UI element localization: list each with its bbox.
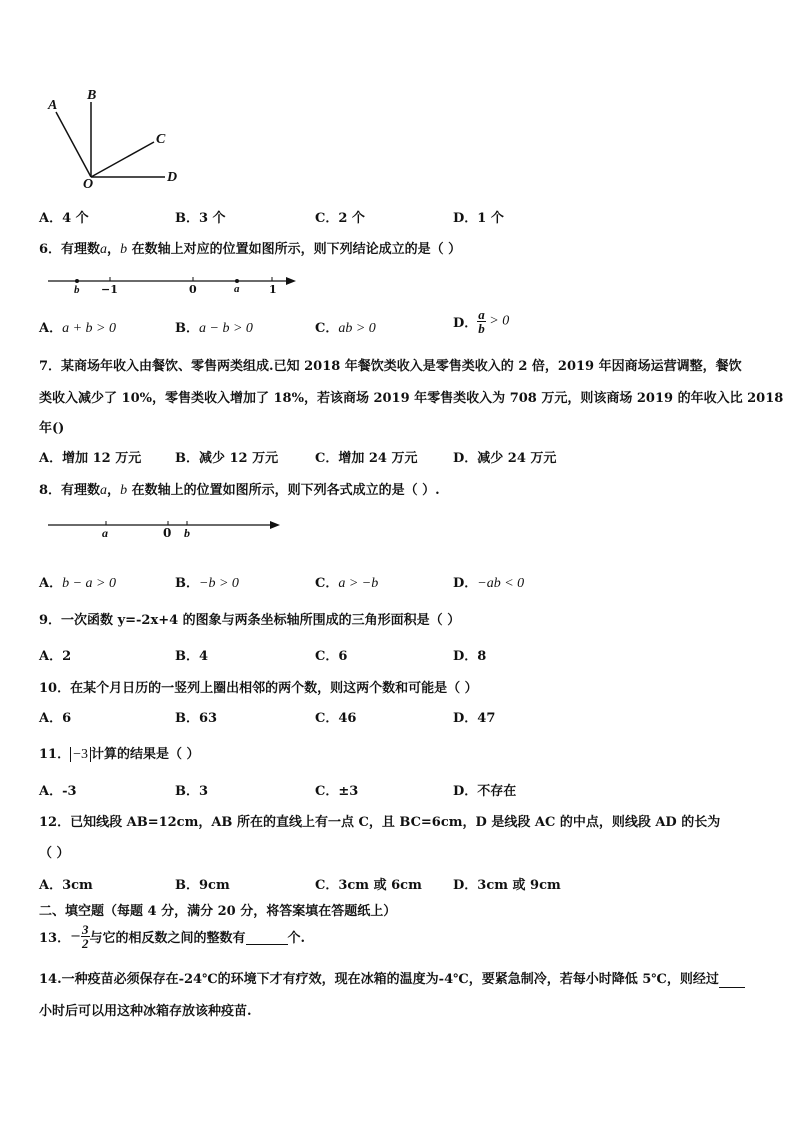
q8-option-a[interactable]: A．b − a > 0: [39, 576, 116, 591]
q14-line-2: 小时后可以用这种冰箱存放该种疫苗.: [39, 1004, 252, 1019]
label-a: A: [48, 98, 58, 113]
q6-option-a[interactable]: A．a + b > 0: [39, 321, 116, 336]
label-d: D: [167, 170, 178, 185]
q7-line-3: 年(): [39, 421, 65, 436]
q8-option-d[interactable]: D．−ab < 0: [453, 576, 525, 591]
q9-option-c[interactable]: C．6: [315, 649, 348, 664]
q5-option-a[interactable]: A．4 个: [39, 211, 89, 226]
q6-option-b[interactable]: B．a − b > 0: [175, 321, 253, 336]
q6-option-c[interactable]: C．ab > 0: [315, 321, 376, 336]
q6-number-line: [44, 272, 300, 298]
q6-axis-neg1: −1: [101, 283, 118, 296]
q11-option-c[interactable]: C．±3: [315, 784, 359, 799]
section-2-title: 二、填空题（每题 4 分，满分 20 分，将答案填在答题纸上）: [39, 904, 397, 919]
label-c: C: [156, 132, 166, 147]
label-o: O: [83, 177, 94, 192]
q6-stem: 6．有理数a，b 在数轴上对应的位置如图所示，则下列结论成立的是（ ）: [39, 242, 462, 257]
q9-option-a[interactable]: A．2: [39, 649, 72, 664]
q5-option-b[interactable]: B．3 个: [175, 211, 226, 226]
q11-option-a[interactable]: A．-3: [39, 784, 77, 799]
q6-axis-a: a: [234, 283, 240, 295]
ray-oc: [91, 142, 154, 177]
q10-stem: 10．在某个月日历的一竖列上圈出相邻的两个数，则这两个数和可能是（ ）: [39, 681, 478, 696]
q12-option-a[interactable]: A．3cm: [39, 878, 93, 893]
q14-line-1: 14.一种疫苗必须保存在-24℃的环境下才有疗效，现在冰箱的温度为-4℃，要紧急制冷，若每小时降低 5℃，则经过: [39, 968, 745, 988]
q7-option-c[interactable]: C．增加 24 万元: [315, 451, 418, 466]
q7-option-d[interactable]: D．减少 24 万元: [453, 451, 557, 466]
q12-option-c[interactable]: C．3cm 或 6cm: [315, 878, 422, 893]
q9-option-d[interactable]: D．8: [453, 649, 487, 664]
q5-option-c[interactable]: C．2 个: [315, 211, 365, 226]
q6-axis-zero: 0: [189, 283, 197, 296]
q8-stem: 8．有理数a，b 在数轴上的位置如图所示，则下列各式成立的是（ ）.: [39, 483, 440, 498]
ray-oa: [56, 112, 91, 177]
q13-fraction: $\frac{3}{2}$: [82, 922, 89, 951]
q8-option-c[interactable]: C．a > −b: [315, 576, 379, 591]
q11-option-d[interactable]: D．不存在: [453, 784, 517, 799]
q11-option-b[interactable]: B．3: [175, 784, 209, 799]
q8-axis-a: a: [102, 526, 108, 540]
q7-line-1: 7．某商场年收入由餐饮、零售两类组成.已知 2018 年餐饮类收入是零售类收入的 2 倍，2019 年因商场运营调整，餐饮: [39, 359, 742, 374]
q10-option-d[interactable]: D．47: [453, 711, 496, 726]
q14-answer-blank[interactable]: [719, 972, 745, 988]
q10-option-b[interactable]: B．63: [175, 711, 218, 726]
q10-option-c[interactable]: C．46: [315, 711, 357, 726]
q6-axis-b: b: [74, 284, 80, 296]
q12-option-d[interactable]: D．3cm 或 9cm: [453, 878, 561, 893]
q12-line-2: （ ）: [39, 846, 70, 861]
q10-option-a[interactable]: A．6: [39, 711, 72, 726]
q5-option-d[interactable]: D．1 个: [453, 211, 504, 226]
q13-stem: 13．− $\frac{3}{2}$ 与它的相反数之间的整数有 个.: [39, 922, 306, 951]
q13-answer-blank[interactable]: [246, 929, 288, 945]
q9-stem: 9．一次函数 y=-2x+4 的图象与两条坐标轴所围成的三角形面积是（ ）: [39, 613, 461, 628]
abs-value-expression: −3: [70, 747, 91, 762]
q6-option-d[interactable]: D． $\frac{a}{b}$ > 0: [453, 307, 510, 336]
q11-stem: 11． −3 计算的结果是（ ）: [39, 747, 200, 762]
label-b: B: [87, 88, 97, 103]
q7-option-b[interactable]: B．减少 12 万元: [175, 451, 279, 466]
q12-line-1: 12．已知线段 AB=12cm，AB 所在的直线上有一点 C，且 BC=6cm，D 是线段 AC 的中点，则线段 AD 的长为: [39, 815, 721, 830]
q8-option-b[interactable]: B．−b > 0: [175, 576, 239, 591]
q12-option-b[interactable]: B．9cm: [175, 878, 230, 893]
q8-axis-b: b: [184, 526, 190, 540]
q7-line-2: 类收入减少了 10%，零售类收入增加了 18%，若该商场 2019 年零售类收入为 708 万元，则该商场 2019 的年收入比 2018: [39, 391, 784, 406]
q6-axis-one: 1: [269, 283, 277, 296]
q9-option-b[interactable]: B．4: [175, 649, 209, 664]
q7-option-a[interactable]: A．增加 12 万元: [39, 451, 142, 466]
q8-axis-zero: 0: [163, 526, 172, 540]
